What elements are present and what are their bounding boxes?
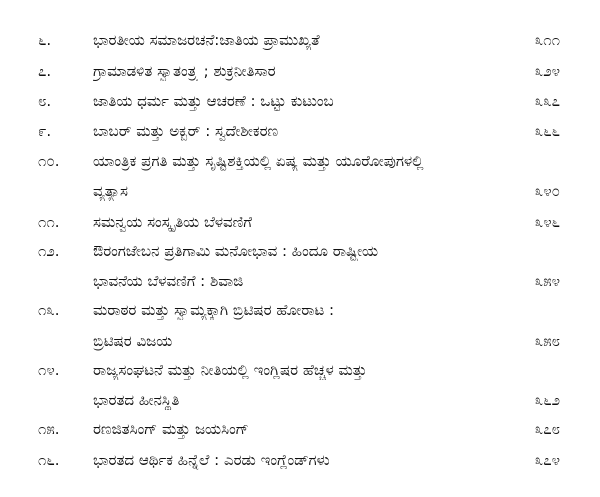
entry-number: ೧೧. (38, 213, 60, 231)
entry-page: ೩೫೪ (534, 272, 560, 290)
entry-title-continuation: ವ್ಯತ್ಯಾಸ (93, 182, 128, 200)
entry-number: ೯. (38, 122, 52, 140)
entry-number: ೭. (38, 62, 52, 80)
entry-page: ೩೬೬ (534, 122, 560, 140)
entry-title: ಮರಾಠರ ಮತ್ತು ಸ್ವಾಮ್ಯಕ್ಕಾಗಿ ಬ್ರಿಟಿಷರ ಹೋರಾಟ : (93, 301, 335, 319)
entry-number: ೧೫. (38, 420, 60, 438)
entry-title-continuation: ಭಾರತದ ಹೀನಸ್ಥಿತಿ (93, 391, 180, 409)
entry-title: ಭಾರತೀಯ ಸಮಾಜರಚನೆ:ಜಾತಿಯ ಪ್ರಾಮುಖ್ಯತೆ (93, 31, 320, 49)
entry-page: ೩೪೬ (534, 213, 560, 231)
entry-title: ಔರಂಗಜೇಬನ ಪ್ರತಿಗಾಮಿ ಮನೋಭಾವ : ಹಿಂದೂ ರಾಷ್ಟ್ರೀಯ (93, 242, 379, 260)
entry-title-continuation: ಭಾವನೆಯ ಬೆಳವಣಿಗೆ : ಶಿವಾಜಿ (93, 272, 244, 290)
entry-number: ೬. (38, 31, 52, 49)
entry-number: ೧೬. (38, 451, 60, 469)
entry-page: ೩೭೪ (534, 451, 560, 469)
entry-title: ಯಾಂತ್ರಿಕ ಪ್ರಗತಿ ಮತ್ತು ಸೃಷ್ಟಿಶಕ್ತಿಯಲ್ಲಿ ಏಷ್ಯ ಮತ್ತು ಯೂರೋಪುಗಳಲ್ಲಿ (93, 152, 424, 170)
entry-page: ೩೨೪ (534, 62, 560, 80)
entry-title: ಬಾಬರ್ ಮತ್ತು ಅಕ್ಬರ್ : ಸ್ವದೇಶೀಕರಣ (93, 122, 279, 140)
entry-title: ಸಮನ್ವಯ ಸಂಸ್ಕೃತಿಯ ಬೆಳವಣಿಗೆ (93, 213, 252, 231)
entry-number: ೧೪. (38, 361, 60, 379)
entry-title: ಭಾರತದ ಆರ್ಥಿಕ ಹಿನ್ನೆಲೆ : ಎರಡು ಇಂಗ್ಲೆಂಡ್‌ಗಳು (93, 451, 330, 469)
entry-page: ೩೭೮ (534, 420, 560, 438)
entry-page: ೩೬೨ (534, 391, 560, 409)
entry-number: ೧೩. (38, 301, 60, 319)
entry-title: ಗ್ರಾಮಾಡಳಿತ ಸ್ವಾತಂತ್ರ್ಯ ; ಶುಕ್ರನೀತಿಸಾರ (93, 62, 276, 80)
entry-title: ಜಾತಿಯ ಧರ್ಮ ಮತ್ತು ಆಚರಣೆ : ಒಟ್ಟು ಕುಟುಂಬ (93, 92, 334, 110)
entry-number: ೮. (38, 92, 52, 110)
entry-page: ೩೩೭ (534, 92, 560, 110)
entry-page: ೩೧೧ (534, 31, 560, 49)
entry-title: ರಣಜಿತಸಿಂಗ್ ಮತ್ತು ಜಯಸಿಂಗ್ (93, 420, 249, 438)
entry-page: ೩೪೦ (534, 182, 560, 200)
entry-title: ರಾಜ್ಯಸಂಘಟನೆ ಮತ್ತು ನೀತಿಯಲ್ಲಿ ಇಂಗ್ಲಿಷರ ಹೆಚ್ಚಳ ಮತ್ತು (93, 361, 367, 379)
entry-number: ೧೦. (38, 152, 60, 170)
entry-number: ೧೨. (38, 242, 60, 260)
entry-page: ೩೫೮ (534, 332, 560, 350)
entry-title-continuation: ಬ್ರಿಟಿಷರ ವಿಜಯ (93, 332, 173, 350)
